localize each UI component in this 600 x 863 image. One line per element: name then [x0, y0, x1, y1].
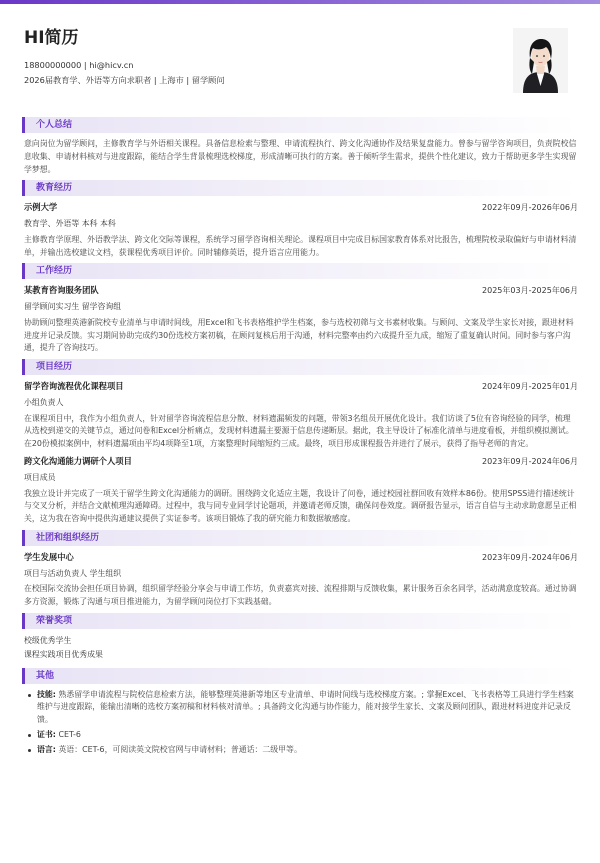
organization-name: 学生发展中心: [24, 551, 74, 562]
entry-description: 在课程项目中，我作为小组负责人，针对留学咨询流程信息分散、材料遗漏频发的问题，带领3名组员开展优化设计。我们访谈了5位有咨询经验的同学，梳理从选校到递交的关键节点，通过问卷和Excel分析痛点，发现材料遗漏主要源于信息传递断层。据此，我主导设计了标准化清单与进度看板，并组织模拟测试。在20份模拟案例中，材料遗漏项由平均4项降至1项，方案整理时间缩短约三成。最终，项目形成课程报告并进行了展示，获得了指导老师的肯定。: [24, 413, 574, 449]
award-item: 课程实践项目优秀成果: [24, 649, 103, 659]
item-text: CET-6: [55, 729, 81, 739]
section-title: 其他: [36, 670, 55, 681]
phone-email: 18800000000 | hi@hicv.cn: [24, 60, 134, 71]
project-entry: [22, 455, 578, 526]
education-entry: [22, 201, 578, 259]
date-range: 2022年09月-2026年06月: [482, 203, 578, 213]
activity-role: 项目与活动负责人 学生组织: [24, 568, 122, 578]
degree-info: 教育学、外语等 本科 本科: [24, 219, 116, 229]
date-range: 2023年09月-2024年06月: [482, 552, 578, 562]
other-list: [22, 689, 578, 757]
section-header-summary: [22, 117, 578, 133]
section-header-work: [22, 263, 578, 279]
resume-body: [22, 117, 578, 759]
work-entry: [22, 284, 578, 355]
language-item: [24, 744, 578, 757]
section-title: 社团和组织经历: [36, 532, 100, 543]
project-entry: [22, 380, 578, 451]
entry-description: 主修教育学原理、外语教学法、跨文化交际等课程，系统学习留学咨询相关理论。课程项目中完成目标国家教育体系对比报告，梳理院校录取偏好与申请材料清单，并输出选校建议文档，获课程优秀项目评价。同时辅修英语，提升语言应用能力。: [24, 234, 577, 257]
project-name: 留学咨询流程优化课程项目: [24, 381, 124, 392]
school-name: 示例大学: [24, 202, 58, 213]
section-header-other: [22, 668, 578, 684]
section-title: 个人总结: [36, 120, 73, 130]
item-text: 熟悉留学申请流程与院校信息检索方法，能够整理英港新等地区专业清单、申请时间线与选校梯度方案。; 掌握Excel、飞书表格等工具进行学生档案维护与进度跟踪，能输出清晰的选校方案初稿和材料核对清单。; 具备跨文化沟通与协作能力，能对接学生家长、文案及顾问团队，跟进材料进度并记录反馈。: [37, 689, 574, 725]
date-range: 2023年09月-2024年06月: [482, 457, 578, 467]
profile-photo: [513, 28, 568, 93]
item-label: 语言:: [37, 744, 56, 754]
resume-header: [24, 28, 484, 87]
top-accent-bar: [0, 0, 600, 4]
section-header-activities: [22, 530, 578, 546]
company-name: 某教育咨询服务团队: [24, 285, 99, 296]
project-role: 小组负责人: [24, 398, 64, 408]
job-role: 留学顾问实习生 留学咨询组: [24, 302, 122, 312]
entry-description: 在校国际交流协会担任项目协调，组织留学经验分享会与申请工作坊，负责嘉宾对接、流程排期与反馈收集，累计服务百余名同学，活动满意度较高。通过协调多方资源，锻炼了沟通与项目推进能力，为留学顾问岗位打下实践基础。: [24, 584, 577, 607]
item-label: 技能:: [37, 689, 56, 699]
section-title: 工作经历: [36, 266, 73, 277]
section-title: 教育经历: [36, 183, 73, 194]
entry-description: 协助顾问整理英港新院校专业清单与申请时间线，用Excel和飞书表格维护学生档案，参与选校初筛与文书素材收集。与顾问、文案及学生家长对接，跟进材料进度并记录反馈。实习期间协助完成约30份选校方案初稿，在顾问复核后用于沟通，材料完整率由约六成提升至九成，缩短了重复确认时间。同时参与客户沟通，提升了咨询技巧。: [24, 317, 574, 353]
summary-text: 意向岗位为留学顾问，主修教育学与外语相关课程。具备信息检索与整理、申请流程执行、跨文化沟通协作及结果复盘能力。曾参与留学咨询项目，负责院校信息收集、申请材料核对与进度跟踪，能结合学生背景梳理选校梯度，形成清晰可执行的方案。善于倾听学生需求，提供个性化建议，致力于帮助更多学生实现留学梦想。: [24, 139, 577, 174]
candidate-name: HI简历: [24, 28, 79, 48]
section-title: 项目经历: [36, 362, 73, 373]
entry-description: 我独立设计并完成了一项关于留学生跨文化沟通能力的调研。围绕跨文化适应主题，我设计了问卷，通过校园社群回收有效样本86份。使用SPSS进行描述统计与交叉分析，并结合文献梳理沟通障碍。过程中，我与同专业同学讨论题项，并邀请老师反馈，确保问卷效度。调研报告显示，语言自信与主动求助意愿呈正相关，这为我在咨询中提供沟通建议提供了实证参考。该项目锻炼了我的研究能力和数据敏感度。: [24, 488, 577, 524]
skills-item: [24, 689, 578, 727]
item-text: 英语：CET-6，可阅读英文院校官网与申请材料；普通话：二级甲等。: [55, 744, 302, 754]
award-item: 校级优秀学生: [24, 635, 72, 645]
date-range: 2024年09月-2025年01月: [482, 382, 578, 392]
section-header-projects: [22, 359, 578, 375]
section-header-education: [22, 180, 578, 196]
section-header-awards: [22, 613, 578, 629]
certificate-item: [24, 729, 578, 742]
item-label: 证书:: [37, 729, 56, 739]
section-title: 荣誉奖项: [36, 615, 73, 626]
activity-entry: [22, 551, 578, 609]
project-role: 项目成员: [24, 472, 56, 482]
date-range: 2025年03月-2025年06月: [482, 286, 578, 296]
project-name: 跨文化沟通能力调研个人项目: [24, 456, 132, 467]
job-intent: 2026届教育学、外语等方向求职者 | 上海市 | 留学顾问: [24, 74, 225, 85]
contact-info: [24, 58, 484, 87]
